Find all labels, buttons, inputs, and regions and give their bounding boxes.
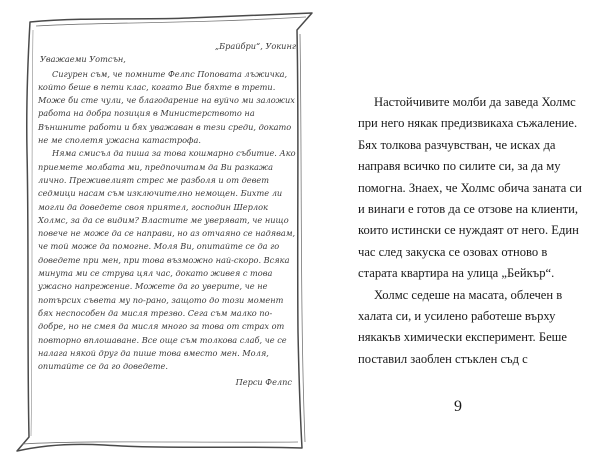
letter-place: „Брайбри“, Уокинг: [214, 41, 296, 51]
letter-signature: Перси Фелпс: [235, 377, 292, 388]
letter-text: [38, 40, 300, 390]
letter-illustration: [14, 12, 316, 454]
letter-greeting: Уважаеми Уотсън,: [40, 54, 126, 65]
book-paragraph: Настойчивите молби да заведа Холмс при него някак предизвикаха съжаление. Бях толкова разчувстван, че исках да направя всичко по силите си, за да му помогна. Знаех, че Холмс обича заната си и винаги е готов да се отзове на клиенти, които истински се нуждаят от него. Един час след закуска се озовах отново в старата квартира на улица „Бейкър“.: [358, 95, 582, 281]
letter-paragraph: Няма смисъл да пиша за това кошмарно събитие. Ако приемете молбата ми, предпочитам да Ви разкажа лично. Преживелият стрес ме разболя и от девет седмици насам съм изключително немощен. Бихте ли могли да доведете своя приятел, господин Шерлок Холмс, за да се видим? Властите ме уверяват, че нищо повече не може да се направи, но аз отчаяно се надявам, че той може да помогне. Моля Ви, опитайте се да го доведете при мен, при това възможно най-скоро. Всяка минута ми се струва цял час, докато живея с това ужасно напрежение. Можете да го уверите, че не потърсих съвета му по-рано, защото до този момент бях неспособен да мисля трезво. Сега съм малко по-добре, но не смея да мисля много за това от страх от повторно вплошаване. Все още съм толкова слаб, че се налага някой друг да пише това вместо мен. Моля, опитайте се да го доведете.: [38, 148, 296, 372]
letter-paragraph: Сигурен съм, че помните Фелпс Поповата лъжичка, който беше в пети клас, когато Вие бяхте в трети. Може би сте чули, че благодарение на вуйчо ми заложих работа на добра позиция в Министерството на Външните работи и бях уважаван в тези среди, докато не ме сполетя ужасна катастрофа.: [38, 68, 295, 146]
page-number: 9: [454, 398, 462, 415]
book-page-text: [358, 92, 590, 370]
book-paragraph: Холмс седеше на масата, облечен в халата си, и усилено работеше върху някакъв химически експеримент. Беше поставил заоблен стъклен съд с: [358, 287, 567, 366]
